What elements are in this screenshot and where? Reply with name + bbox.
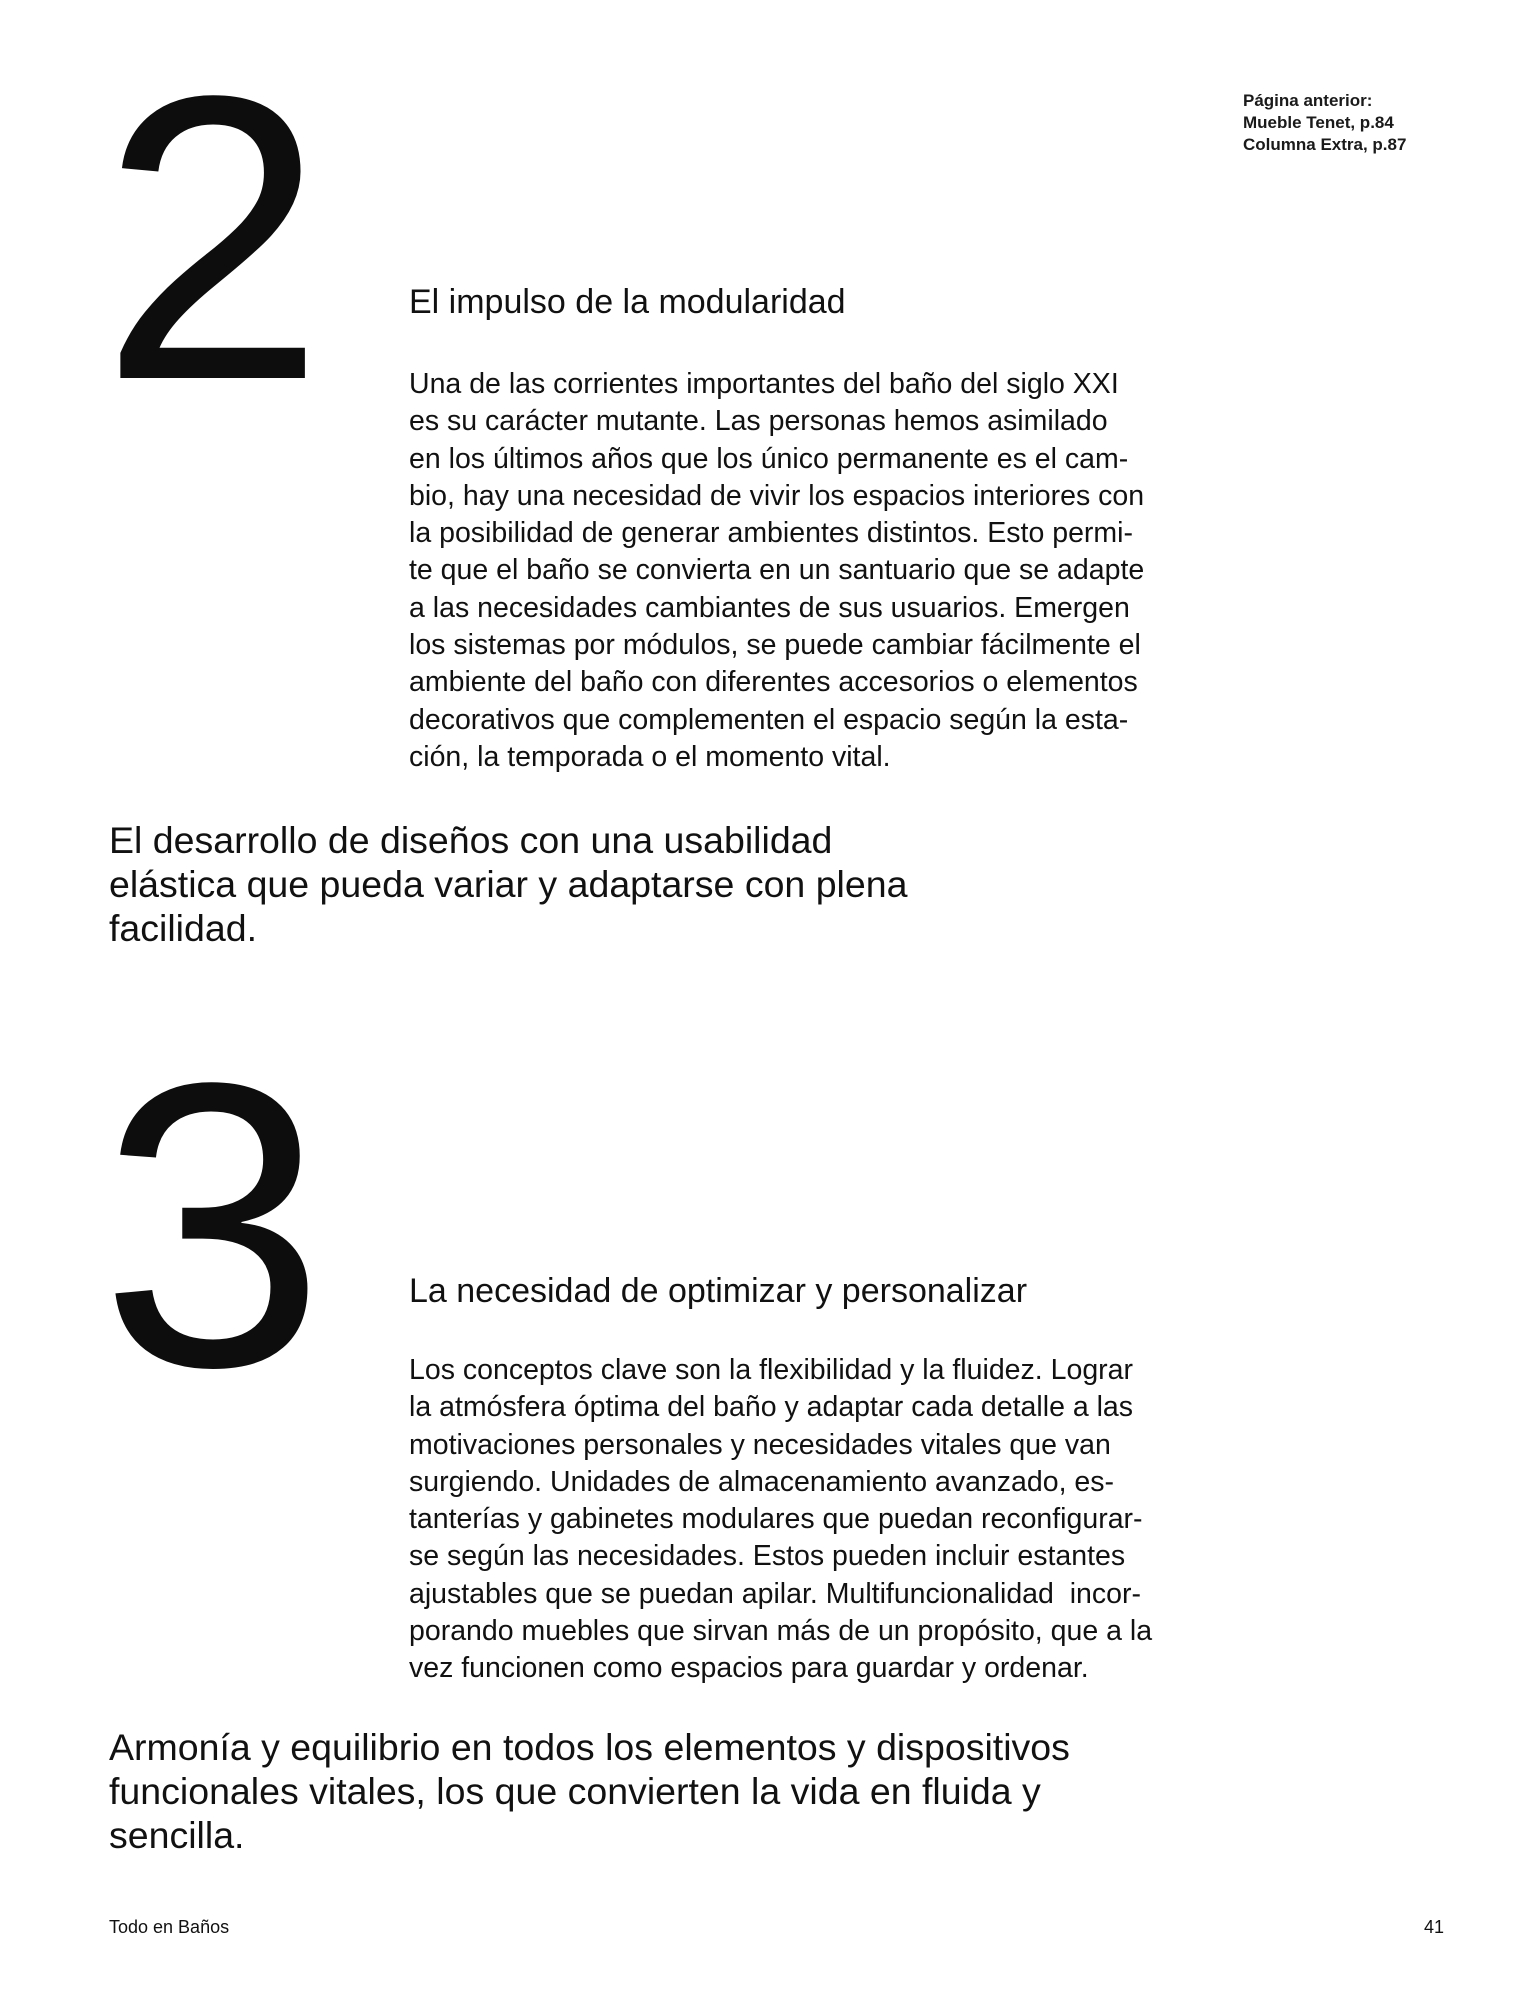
footer-page-number: 41 <box>1424 1917 1445 1937</box>
section-number-3: 3 <box>100 998 322 1451</box>
quote-line: sencilla. <box>109 1814 245 1856</box>
section-number-2: 2 <box>100 11 322 464</box>
body-line: es su carácter mutante. Las personas hemos asimilado <box>409 405 1108 438</box>
section-title-modularity: El impulso de la modularidad <box>409 283 846 321</box>
quote-line: El desarrollo de diseños con una usabilidad <box>109 819 833 861</box>
body-line: a las necesidades cambiantes de sus usuarios. Emergen <box>409 591 1130 624</box>
body-line: la atmósfera óptima del baño y adaptar cada detalle a las <box>409 1391 1134 1424</box>
pull-quote-modularity <box>109 818 1209 950</box>
body-line: tanterías y gabinetes modulares que puedan reconfigurar- <box>409 1503 1143 1536</box>
body-line: porando muebles que sirvan más de un propósito, que a la <box>409 1615 1153 1648</box>
body-line: vez funcionen como espacios para guardar y ordenar. <box>409 1652 1089 1685</box>
note-line: Columna Extra, p.87 <box>1243 135 1407 154</box>
body-line: surgiendo. Unidades de almacenamiento avanzado, es- <box>409 1465 1115 1498</box>
section-body-modularity <box>409 366 1229 776</box>
body-line: ambiente del baño con diferentes accesorios o elementos <box>409 666 1138 699</box>
body-line: te que el baño se convierta en un santuario que se adapte <box>409 554 1145 587</box>
quote-line: funcionales vitales, los que convierten la vida en fluida y <box>109 1770 1041 1812</box>
body-line: los sistemas por módulos, se puede cambiar fácilmente el <box>409 629 1141 662</box>
footer-publication-name: Todo en Baños <box>109 1917 230 1937</box>
quote-line: facilidad. <box>109 907 258 949</box>
body-line: bio, hay una necesidad de vivir los espacios interiores con <box>409 479 1145 512</box>
quote-line: Armonía y equilibrio en todos los elementos y dispositivos <box>109 1726 1070 1768</box>
section-title-optimize: La necesidad de optimizar y personalizar <box>409 1272 1028 1310</box>
body-line: ajustables que se puedan apilar. Multifuncionalidad incor- <box>409 1577 1141 1610</box>
body-line: se según las necesidades. Estos pueden incluir estantes <box>409 1540 1126 1573</box>
body-line: Los conceptos clave son la flexibilidad y la fluidez. Lograr <box>409 1354 1133 1386</box>
note-line: Página anterior: <box>1243 91 1373 110</box>
body-line: decorativos que complementen el espacio según la esta- <box>409 703 1129 736</box>
previous-page-note <box>1243 90 1406 156</box>
body-line: ción, la temporada o el momento vital. <box>409 740 891 773</box>
body-line: la posibilidad de generar ambientes distintos. Esto permi- <box>409 517 1133 550</box>
pull-quote-harmony <box>109 1725 1209 1857</box>
quote-line: elástica que pueda variar y adaptarse con plena <box>109 863 908 905</box>
note-line: Mueble Tenet, p.84 <box>1243 113 1394 132</box>
body-line: Una de las corrientes importantes del baño del siglo XXI <box>409 368 1119 400</box>
body-line: en los últimos años que los único permanente es el cam- <box>409 442 1129 475</box>
body-line: motivaciones personales y necesidades vitales que van <box>409 1428 1111 1461</box>
section-body-optimize <box>409 1352 1229 1688</box>
